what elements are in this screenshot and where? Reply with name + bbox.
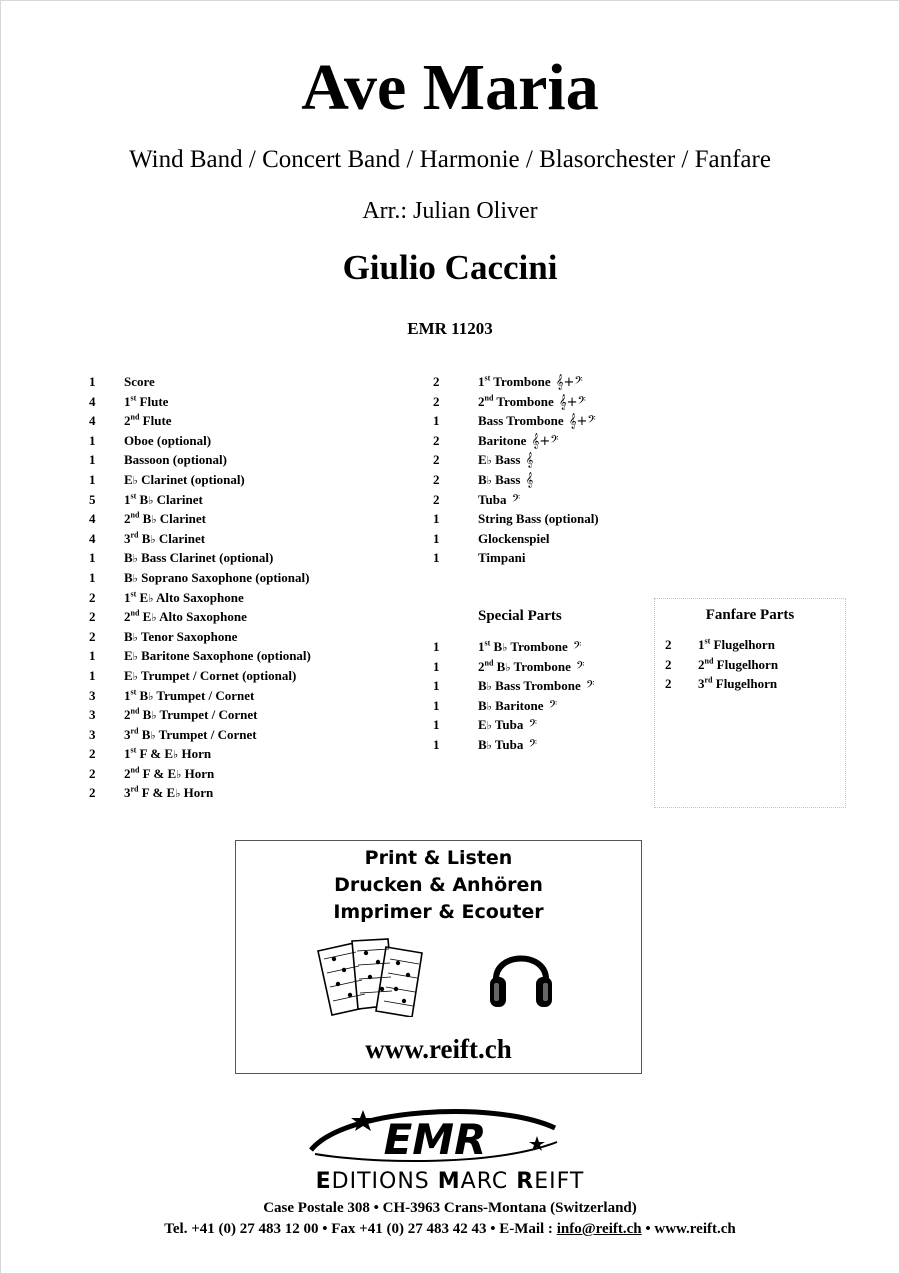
- print-listen-line-fr: Imprimer & Ecouter: [333, 901, 544, 923]
- svg-text:EMR: EMR: [383, 1115, 487, 1164]
- part-quantity: 2: [89, 765, 96, 781]
- part-name: Oboe (optional): [124, 432, 212, 448]
- part-quantity: 1: [433, 658, 440, 674]
- part-row: [89, 411, 429, 431]
- print-listen-url[interactable]: www.reift.ch: [365, 1034, 512, 1064]
- part-quantity: 5: [89, 491, 96, 507]
- print-listen-line-en: Print & Listen: [364, 847, 513, 869]
- part-quantity: 2: [89, 589, 96, 605]
- print-listen-box: [235, 840, 642, 1074]
- part-name: Bassoon (optional): [124, 452, 227, 468]
- part-quantity: 1: [89, 432, 96, 448]
- part-name: 3rd B♭ Clarinet: [124, 530, 206, 546]
- part-name: 1st E♭ Alto Saxophone: [124, 589, 244, 605]
- part-quantity: 1: [89, 550, 96, 566]
- part-quantity: 1: [433, 550, 440, 566]
- part-name: E♭ Clarinet (optional): [124, 471, 245, 487]
- part-name: Bass Trombone 𝄞+𝄢: [478, 413, 596, 430]
- part-quantity: 1: [433, 511, 440, 527]
- part-row: [89, 725, 429, 745]
- part-row: [89, 529, 429, 549]
- part-quantity: 2: [433, 374, 440, 389]
- part-row: [433, 431, 648, 451]
- publisher-address: Case Postale 308 • CH-3963 Crans-Montana (Switzerland): [263, 1200, 637, 1216]
- part-name: Timpani: [478, 550, 526, 566]
- part-row: [433, 548, 648, 568]
- part-quantity: 4: [89, 393, 96, 409]
- email-link[interactable]: info@reift.ch: [556, 1221, 642, 1237]
- part-name: B♭ Bass Trombone 𝄢: [478, 678, 595, 695]
- part-quantity: 3: [89, 726, 96, 742]
- part-row: [433, 509, 648, 529]
- part-row: [89, 646, 429, 666]
- part-quantity: 1: [433, 717, 440, 733]
- part-row: [433, 637, 648, 657]
- part-row: [89, 490, 429, 510]
- part-quantity: 1: [89, 569, 96, 585]
- part-name: 3rd F & E♭ Horn: [124, 785, 214, 801]
- part-name: 2nd F & E♭ Horn: [124, 765, 215, 781]
- instrumentation-subtitle: Wind Band / Concert Band / Harmonie / Blasorchester / Fanfare: [129, 146, 771, 173]
- part-quantity: 2: [665, 637, 672, 652]
- part-name: B♭ Soprano Saxophone (optional): [124, 569, 310, 585]
- part-name: 1st B♭ Trombone 𝄢: [478, 638, 582, 655]
- headphones-icon: [486, 937, 556, 1013]
- part-name: B♭ Bass Clarinet (optional): [124, 550, 274, 566]
- part-row: [89, 431, 429, 451]
- part-row: [89, 450, 429, 470]
- special-parts-heading: Special Parts: [478, 608, 562, 624]
- part-name: 2nd B♭ Trumpet / Cornet: [124, 706, 258, 723]
- part-name: B♭ Bass 𝄞: [478, 471, 534, 488]
- part-row: [433, 715, 648, 735]
- part-name: 2nd B♭ Trombone 𝄢: [478, 658, 585, 675]
- publisher-name: EDITIONS MARC REIFT: [315, 1169, 585, 1194]
- part-name: B♭ Tuba 𝄢: [478, 736, 537, 753]
- part-name: E♭ Trumpet / Cornet (optional): [124, 667, 297, 683]
- part-quantity: 2: [433, 432, 440, 448]
- part-name: 1st F & E♭ Horn: [124, 745, 212, 762]
- print-listen-line-de: Drucken & Anhören: [334, 874, 543, 896]
- part-quantity: 1: [433, 678, 440, 694]
- sheet-music-icon: [316, 937, 428, 1017]
- fanfare-parts-box: [654, 598, 846, 808]
- part-row: [89, 470, 429, 490]
- part-name: Glockenspiel: [478, 530, 550, 546]
- part-row: [433, 450, 648, 470]
- part-name: 3rd Flugelhorn: [698, 675, 778, 692]
- part-row: [89, 627, 429, 647]
- part-row: [433, 392, 648, 412]
- part-quantity: 2: [665, 656, 672, 672]
- part-name: 2nd E♭ Alto Saxophone: [124, 608, 247, 625]
- parts-list-column-1: [89, 372, 429, 803]
- part-quantity: 3: [89, 707, 96, 723]
- arranger: Arr.: Julian Oliver: [362, 198, 538, 224]
- part-row: [433, 657, 648, 677]
- part-name: Baritone 𝄞+𝄢: [478, 432, 559, 449]
- part-quantity: 2: [89, 628, 96, 644]
- part-quantity: 1: [433, 413, 440, 429]
- part-row: [89, 705, 429, 725]
- part-row: [89, 588, 429, 608]
- special-parts-list: [433, 637, 648, 755]
- part-quantity: 4: [89, 511, 96, 527]
- part-quantity: 4: [89, 413, 96, 429]
- part-row: [433, 372, 648, 392]
- part-quantity: 1: [89, 667, 96, 683]
- part-quantity: 2: [433, 393, 440, 409]
- part-row: [89, 686, 429, 706]
- part-quantity: 1: [433, 639, 440, 654]
- part-name: 2nd Flute: [124, 412, 172, 429]
- part-name: 1st Flute: [124, 393, 169, 409]
- part-row: [433, 529, 648, 549]
- part-name: B♭ Tenor Saxophone: [124, 628, 238, 644]
- part-row: [433, 735, 648, 755]
- part-name: String Bass (optional): [478, 511, 599, 527]
- part-name: E♭ Baritone Saxophone (optional): [124, 648, 311, 664]
- part-quantity: 2: [89, 785, 96, 801]
- part-name: 2nd Trombone 𝄞+𝄢: [478, 393, 586, 410]
- part-name: E♭ Tuba 𝄢: [478, 717, 537, 734]
- emr-logo: [305, 1102, 565, 1168]
- part-name: Score: [124, 374, 155, 389]
- part-quantity: 1: [89, 648, 96, 664]
- part-quantity: 2: [89, 746, 96, 762]
- part-name: 1st B♭ Clarinet: [124, 491, 203, 507]
- part-row: [433, 676, 648, 696]
- publisher-contact: Tel. +41 (0) 27 483 12 00 • Fax +41 (0) 27 483 42 43 • E-Mail : info@reift.ch • www.reift.ch: [164, 1221, 736, 1237]
- part-row: [665, 674, 840, 694]
- part-name: E♭ Bass 𝄞: [478, 452, 534, 469]
- catalog-number: EMR 11203: [407, 319, 493, 338]
- part-quantity: 2: [433, 471, 440, 487]
- part-quantity: 3: [89, 687, 96, 703]
- part-name: 1st Trombone 𝄞+𝄢: [478, 373, 583, 390]
- part-quantity: 4: [89, 530, 96, 546]
- part-quantity: 1: [433, 530, 440, 546]
- part-name: Tuba 𝄢: [478, 491, 521, 508]
- part-row: [89, 568, 429, 588]
- part-row: [665, 655, 840, 675]
- part-row: [433, 696, 648, 716]
- part-row: [433, 411, 648, 431]
- fanfare-parts-heading: Fanfare Parts: [705, 607, 795, 623]
- part-row: [89, 666, 429, 686]
- part-quantity: 2: [89, 609, 96, 625]
- part-row: [89, 764, 429, 784]
- part-name: 1st Flugelhorn: [698, 636, 775, 652]
- part-row: [89, 783, 429, 803]
- part-quantity: 1: [433, 736, 440, 752]
- part-row: [89, 548, 429, 568]
- part-quantity: 1: [89, 374, 96, 389]
- part-quantity: 2: [665, 676, 672, 692]
- part-quantity: 2: [433, 491, 440, 507]
- part-row: [89, 372, 429, 392]
- part-row: [433, 490, 648, 510]
- piece-title: Ave Maria: [301, 51, 599, 124]
- part-name: 2nd Flugelhorn: [698, 656, 779, 672]
- part-quantity: 2: [433, 452, 440, 468]
- fanfare-parts-list: [665, 635, 840, 694]
- part-row: [89, 392, 429, 412]
- part-quantity: 1: [433, 697, 440, 713]
- part-row: [89, 744, 429, 764]
- part-row: [89, 607, 429, 627]
- part-row: [665, 635, 840, 655]
- part-name: 3rd B♭ Trumpet / Cornet: [124, 726, 257, 742]
- part-name: 2nd B♭ Clarinet: [124, 510, 206, 527]
- part-quantity: 1: [89, 471, 96, 487]
- part-row: [89, 509, 429, 529]
- composer: Giulio Caccini: [342, 248, 558, 287]
- part-row: [433, 470, 648, 490]
- part-name: 1st B♭ Trumpet / Cornet: [124, 687, 255, 703]
- part-quantity: 1: [89, 452, 96, 468]
- part-name: B♭ Baritone 𝄢: [478, 697, 558, 714]
- parts-list-column-2: [433, 372, 648, 568]
